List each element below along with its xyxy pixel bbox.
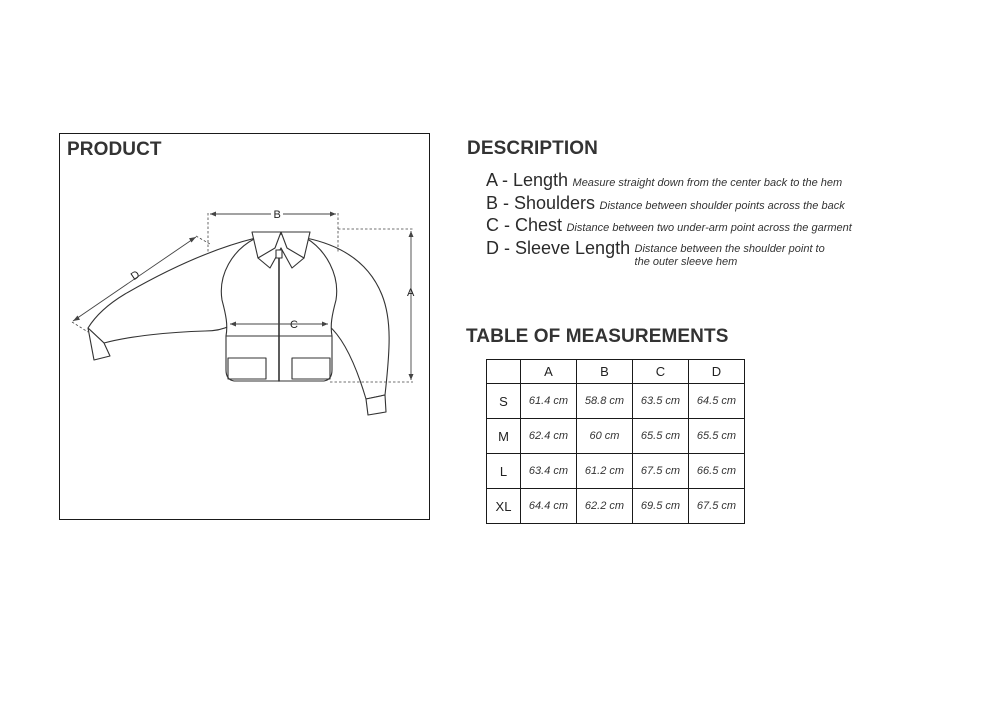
size-label: XL xyxy=(487,489,521,524)
description-list xyxy=(486,170,852,268)
table-cell: 65.5 cm xyxy=(689,419,745,454)
column-header: D xyxy=(689,360,745,384)
description-key: D - Sleeve Length xyxy=(486,237,631,258)
table-cell: 63.5 cm xyxy=(633,384,689,419)
table-cell: 66.5 cm xyxy=(689,454,745,489)
table-cell: 62.4 cm xyxy=(521,419,577,454)
description-key: B - Shoulders xyxy=(486,192,596,213)
description-title: DESCRIPTION xyxy=(467,138,598,159)
table-cell: 69.5 cm xyxy=(633,489,689,524)
table-cell: 61.4 cm xyxy=(521,384,577,419)
table-cell: 65.5 cm xyxy=(633,419,689,454)
description-text: Distance between two under-arm point across the garment xyxy=(566,222,852,234)
description-text: Measure straight down from the center back to the hem xyxy=(572,177,843,189)
table-cell: 67.5 cm xyxy=(689,489,745,524)
table-corner-cell xyxy=(487,360,521,384)
table-cell: 64.4 cm xyxy=(521,489,577,524)
table-header-row xyxy=(487,360,745,384)
table-cell: 61.2 cm xyxy=(577,454,633,489)
size-label: M xyxy=(487,419,521,454)
description-text: Distance between the shoulder point to the outer sleeve hem xyxy=(634,242,825,268)
label-c: C xyxy=(290,319,298,331)
jacket-right-cuff xyxy=(366,395,386,415)
table-row xyxy=(487,419,745,454)
label-d: D xyxy=(128,268,143,284)
description-key: C - Chest xyxy=(486,215,563,235)
size-label: S xyxy=(487,384,521,419)
label-a: A xyxy=(407,287,415,299)
table-cell: 62.2 cm xyxy=(577,489,633,524)
description-key: A - Length xyxy=(486,170,569,190)
table-row xyxy=(487,384,745,419)
table-row xyxy=(487,454,745,489)
table-cell: 60 cm xyxy=(577,419,633,454)
column-header: C xyxy=(633,360,689,384)
label-b: B xyxy=(273,209,281,221)
product-title: PRODUCT xyxy=(67,139,162,160)
table-cell: 63.4 cm xyxy=(521,454,577,489)
table-cell: 58.8 cm xyxy=(577,384,633,419)
description-item-a xyxy=(486,170,852,193)
description-text: Distance between shoulder points across the back xyxy=(599,199,845,212)
description-item-c xyxy=(486,215,852,238)
measurements-title: TABLE OF MEASUREMENTS xyxy=(466,326,729,347)
measurements-table xyxy=(486,359,745,524)
size-label: L xyxy=(487,454,521,489)
column-header: B xyxy=(577,360,633,384)
description-item-b xyxy=(486,193,852,216)
table-row xyxy=(487,489,745,524)
column-header: A xyxy=(521,360,577,384)
description-item-d xyxy=(486,237,852,268)
table-cell: 67.5 cm xyxy=(633,454,689,489)
table-cell: 64.5 cm xyxy=(689,384,745,419)
